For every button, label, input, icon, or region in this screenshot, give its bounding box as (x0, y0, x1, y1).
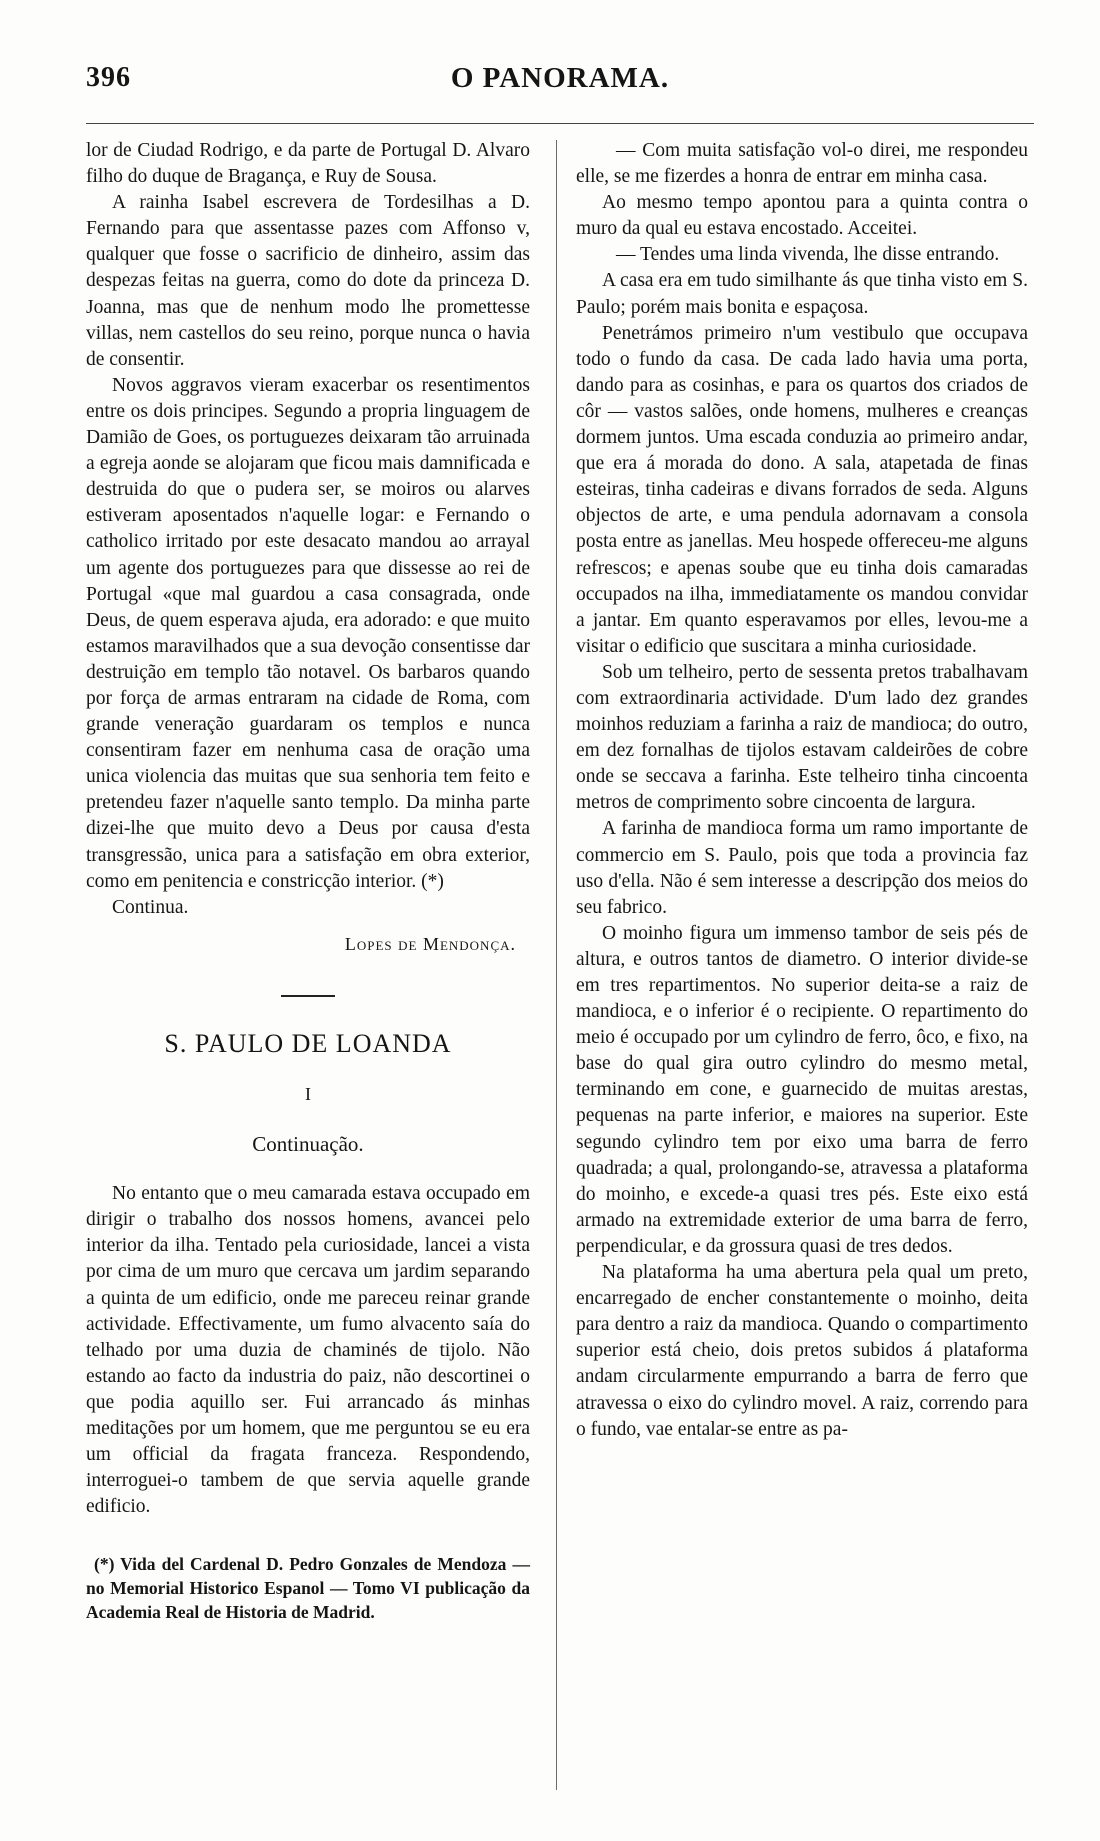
right-paragraph-2: Ao mesmo tempo apontou para a quinta contra o muro da qual eu estava encostado. Acceitei. (576, 192, 1028, 240)
right-paragraph-5: Penetrámos primeiro n'um vestibulo que occupava todo o fundo da casa. De cada lado havia uma porta, dando para as cosinhas, e para os quartos dos criados de côr — vastos salões, onde homens, mulheres e creanças dormem juntos. Uma escada conduzia ao primeiro andar, que era á morada do dono. A sala, atapetada de finas esteiras, tinha cadeiras e divans forrados de seda. Alguns objectos de arte, e uma pendula adornavam a consola posta entre as janellas. Meu hospede offereceu-me alguns refrescos; e apenas soube que eu tinha dois camaradas occupados na ilha, immediatamente os mandou convidar a jantar. Em quanto esperavamos por elles, levou-me a visitar o edificio que suscitara a minha curiosidade. (576, 322, 1028, 657)
right-column (576, 138, 1028, 1443)
article-title: S. PAULO DE LOANDA (164, 1028, 452, 1058)
left-paragraph-1: lor de Ciudad Rodrigo, e da parte de Portugal D. Alvaro filho do duque de Bragança, e Ruy de Sousa. (86, 140, 530, 188)
header-rule (86, 123, 1034, 124)
right-paragraph-3: — Tendes uma linda vivenda, lhe disse entrando. (616, 244, 1000, 266)
publication-title: O PANORAMA. (450, 62, 670, 94)
page-header (86, 62, 1034, 102)
right-paragraph-4: A casa era em tudo similhante ás que tinha visto em S. Paulo; porém mais bonita e espaçosa. (576, 270, 1028, 318)
section-separator (281, 995, 335, 997)
left-paragraph-5: No entanto que o meu camarada estava occupado em dirigir o trabalho dos nossos homens, avancei pelo interior da ilha. Tentado pela curiosidade, lancei a vista por cima de um muro que cercava um jardim separando a quinta de um edificio, onde me pareceu reinar grande actividade. Effectivamente, um fumo alvacento saía do telhado por uma duzia de chaminés de tijolo. Não estando ao facto da industria do paiz, não descortinei o que podia aquillo ser. Fui arrancado ás minhas meditações por um homem, que me perguntou se eu era um official da fragata franceza. Respondendo, interroguei-o tambem de que servia aquelle grande edificio. (86, 1183, 530, 1518)
left-paragraph-2: A rainha Isabel escrevera de Tordesilhas a D. Fernando para que assentasse pazes com Affonso v, qualquer que fosse o sacrificio de dinheiro, assim das despezas feitas na guerra, como do dote da princeza D. Joanna, mas que de nenhum modo lhe promettesse villas, nem castellos do seu reino, porque nunca o havia de consentir. (86, 192, 530, 370)
page-number: 396 (86, 62, 131, 93)
right-paragraph-8: O moinho figura um immenso tambor de seis pés de altura, e outros tantos de diametro. O interior divide-se em tres repartimentos. No superior deita-se a raiz de mandioca, e o inferior é o recipiente. O repartimento do meio é occupado por um cylindro de ferro, ôco, e fixo, na base do qual gira outro cylindro do mesmo metal, terminando em cone, e guarnecido de muitas arestas, pequenas na parte inferior, e maiores na superior. Este segundo cylindro tem por eixo uma barra de ferro quadrada; a qual, prolongando-se, atravessa a plataforma do moinho, e excede-a quasi tres pés. Este eixo está armado na extremidade exterior de uma barra de ferro, perpendicular, e da grossura quasi de tres dedos. (576, 922, 1028, 1257)
author-signature: Lopes de Mendonça. (344, 933, 516, 954)
right-paragraph-6: Sob um telheiro, perto de sessenta pretos trabalhavam com extraordinaria actividade. D'um lado dez grandes moinhos reduziam a farinha a raiz de mandioca; do outro, em dez fornalhas de tijolos estavam caldeirões de cobre onde se seccava a farinha. Este telheiro tinha cincoenta metros de comprimento sobre cincoenta de largura. (576, 661, 1028, 814)
right-paragraph-1: — Com muita satisfação vol-o direi, me respondeu elle, se me fizerdes a honra de entrar em minha casa. (576, 140, 1028, 188)
right-paragraph-7: A farinha de mandioca forma um ramo importante de commercio em S. Paulo, pois que toda a provincia faz uso d'ella. Não é sem interesse a descripção dos meios do seu fabrico. (576, 818, 1028, 918)
right-paragraph-9: Na plataforma ha uma abertura pela qual um preto, encarregado de encher constantemente o moinho, deita para dentro a raiz da mandioca. Quando o compartimento superior está cheio, dois pretos subidos á plataforma andam circularmente empurrando a barra de ferro que atravessa o eixo do cylindro movel. A raiz, correndo para o fundo, vae entalar-se entre as pa- (576, 1262, 1028, 1440)
continua-note: Continua. (112, 896, 189, 918)
left-paragraph-3: Novos aggravos vieram exacerbar os resentimentos entre os dois principes. Segundo a propria linguagem de Damião de Goes, os portuguezes deixaram tão arruinada a egreja aonde se alojaram que ficou mais damnificada e destruida do que o pudera ser, se moiros ou alarves estiveram aposentados n'aquelle logar: e Fernando o catholico irritado por este desacato mandou ao arrayal um agente dos portuguezes para que dissesse ao rei de Portugal «que mal guardou a casa consagrada, onde Deus, de quem esperava ajuda, era adorado: e que muito estamos maravilhados que a sua devoção consentisse dar destruição em templo tão notavel. Os barbaros quando por força de armas entraram na cidade de Roma, com grande veneração guardaram os templos e nunca consentiram fazer em nenhuma casa de oração uma unica violencia das muitas que sua senhoria tem feito e pretendeu fazer n'aquelle santo templo. Da minha parte dizei-lhe que muito devo a Deus por causa d'esta transgressão, unica para a satisfação em obra exterior, como em penitencia e constricção interior. (*) (86, 374, 530, 892)
left-column (86, 138, 530, 1624)
column-divider (556, 140, 557, 1790)
footnote: (*) Vida del Cardenal D. Pedro Gonzales de Mendoza — no Memorial Historico Espanol — Tomo VI publicação da Academia Real de Historia de Madrid. (86, 1554, 530, 1623)
article-section-number: I (305, 1084, 311, 1104)
article-subtitle: Continuação. (252, 1132, 364, 1157)
